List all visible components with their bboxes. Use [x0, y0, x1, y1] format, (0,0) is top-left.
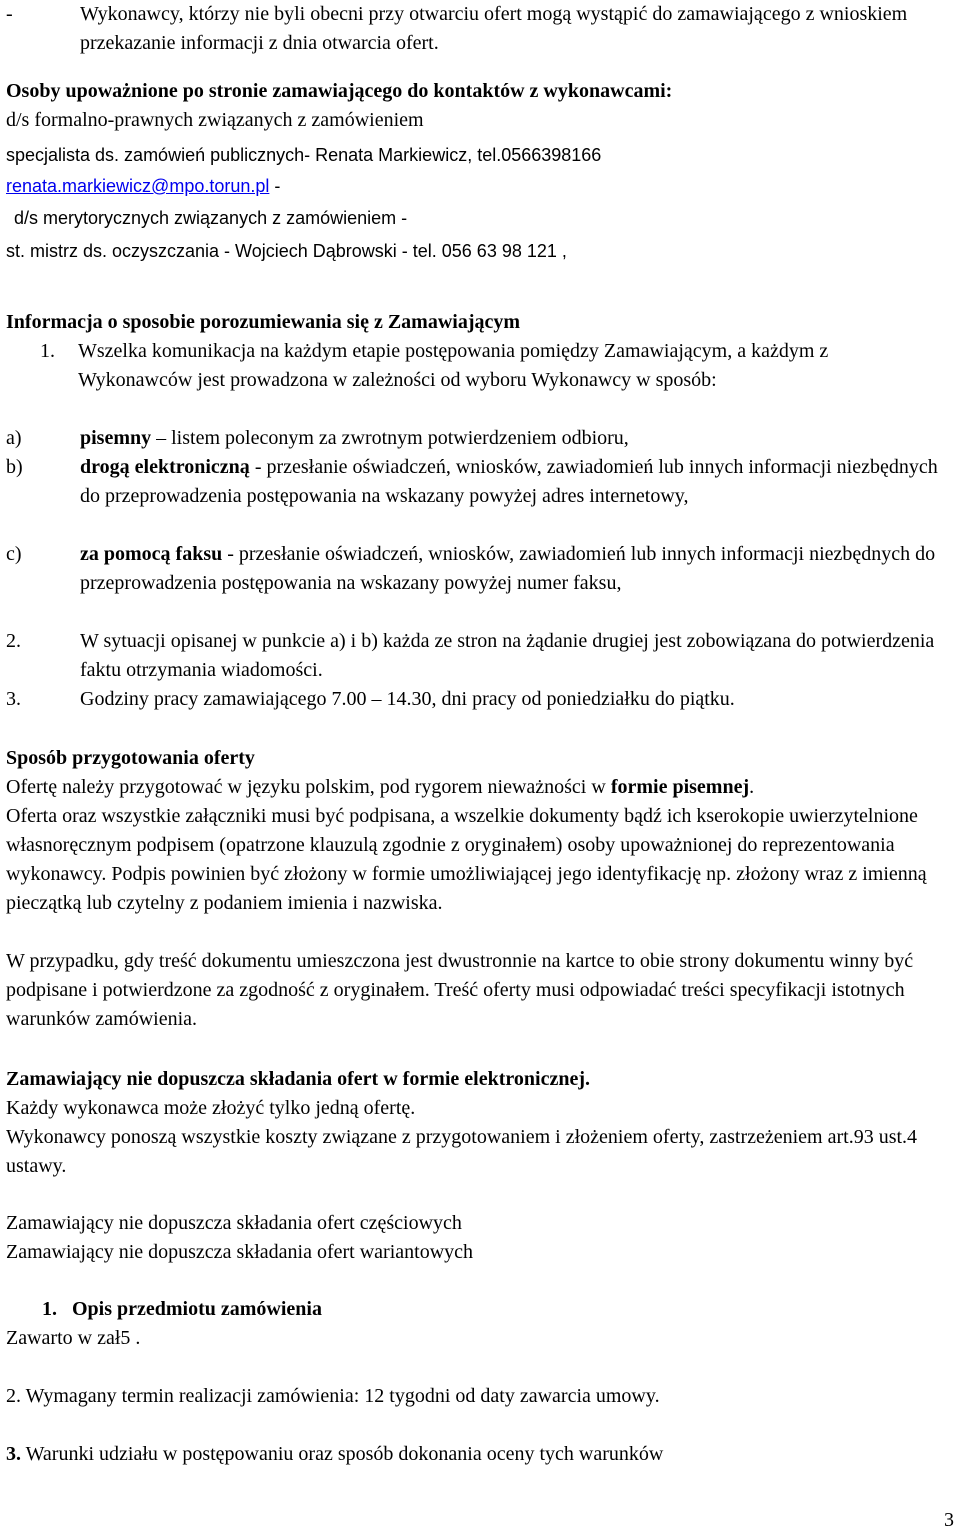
p1-end: .: [749, 776, 755, 798]
communication-sub-c: [6, 540, 946, 598]
contacts-email-line: [6, 172, 946, 201]
communication-sub-a: [6, 424, 946, 453]
sub-mark: a): [6, 427, 22, 449]
communication-item-3: [6, 685, 946, 714]
section-text: Warunki udziału w postępowaniu oraz sposób dokonania oceny tych warunków: [21, 1443, 664, 1465]
preparation-paragraph-3: W przypadku, gdy treść dokumentu umieszczona jest dwustronnie na kartce to obie strony dokumentu winny być podpisane i potwierdzone za zgodność z oryginałem. Treść oferty musi odpowiadać treści specyfikacji istotnych warunków zamówienia.: [6, 950, 914, 1030]
partial-offers-line: Zamawiający nie dopuszcza składania ofert częściowych: [6, 1212, 462, 1234]
section-title: Opis przedmiotu zamówienia: [72, 1298, 322, 1320]
sub-bold: pisemny: [80, 427, 152, 449]
contacts-merit-person: st. mistrz ds. oczyszczania - Wojciech Dąbrowski - tel. 056 63 98 121 ,: [6, 241, 567, 261]
sub-text: - przesłanie oświadczeń, wniosków, zawiadomień lub innych informacji niezbędnych do przeprowadzenia postępowania na wskazany powyżej adres internetowy,: [80, 456, 938, 507]
item-text: Godziny pracy zamawiającego 7.00 – 14.30, dni pracy od poniedziałku do piątku.: [80, 688, 735, 710]
section-number: 3.: [6, 1443, 21, 1465]
page-number: 3: [944, 1509, 954, 1531]
section-number: 1.: [42, 1298, 57, 1320]
sub-text: - przesłanie oświadczeń, wniosków, zawiadomień lub innych informacji niezbędnych do przeprowadzenia postępowania na wskazany powyżej numer faksu,: [80, 543, 936, 594]
intro-dash-text: Wykonawcy, którzy nie byli obecni przy otwarciu ofert mogą wystąpić do zamawiającego z wnioskiem przekazanie informacji z dnia otwarcia ofert.: [80, 3, 908, 54]
sub-mark: b): [6, 456, 23, 478]
sub-bold: za pomocą faksu: [80, 543, 223, 565]
item-number: 1.: [40, 340, 55, 362]
contacts-formal-person: specjalista ds. zamówień publicznych- Renata Markiewicz, tel.0566398166: [6, 145, 602, 165]
section-3-line: [6, 1440, 946, 1469]
preparation-heading: Sposób przygotowania oferty: [6, 747, 255, 769]
communication-sub-b: [6, 453, 946, 511]
p1-text: Ofertę należy przygotować w języku polskim, pod rygorem nieważności w: [6, 776, 611, 798]
electronic-paragraph-2: Wykonawcy ponoszą wszystkie koszty związane z przygotowaniem i złożeniem oferty, zastrzeżeniem art.93 ust.4 ustawy.: [6, 1126, 918, 1177]
communication-item-1: [40, 337, 946, 395]
item-text: W sytuacji opisanej w punkcie a) i b) każda ze stron na żądanie drugiej jest zobowiązana do potwierdzenia faktu otrzymania wiadomości.: [80, 630, 935, 681]
contacts-merit-label: d/s merytorycznych związanych z zamówieniem -: [14, 208, 408, 228]
preparation-paragraph-2: Oferta oraz wszystkie załączniki musi być podpisana, a wszelkie dokumenty bądź ich kserokopie uwierzytelnione własnoręcznym podpisem (opatrzone klauzulą zgodnie z oryginałem) osoby upoważnionej do reprezentowania wykonawcy. Podpis powinien być złożony w formie umożliwiającej jego identyfikację np. złożony wraz z imienną pieczątką lub czytelny z podaniem imienia i nazwiska.: [6, 805, 927, 914]
sub-text: – listem poleconym za zwrotnym potwierdzeniem odbioru,: [151, 427, 629, 449]
sub-mark: c): [6, 543, 22, 565]
section-1-heading: [42, 1295, 946, 1324]
item-number: 2.: [6, 630, 21, 652]
intro-dash-item: [6, 0, 946, 58]
communication-item-2: [6, 627, 946, 685]
electronic-heading: Zamawiający nie dopuszcza składania ofert w formie elektronicznej.: [6, 1068, 590, 1090]
email-link[interactable]: renata.markiewicz@mpo.torun.pl: [6, 176, 270, 196]
communication-heading: Informacja o sposobie porozumiewania się z Zamawiającym: [6, 311, 521, 333]
electronic-paragraph-1: Każdy wykonawca może złożyć tylko jedną ofertę.: [6, 1097, 416, 1119]
preparation-paragraph-1: [6, 773, 946, 802]
variant-offers-line: Zamawiający nie dopuszcza składania ofert wariantowych: [6, 1241, 474, 1263]
email-suffix: -: [269, 176, 281, 196]
section-1-body: Zawarto w zał5 .: [6, 1327, 141, 1349]
item-text: Wszelka komunikacja na każdym etapie postępowania pomiędzy Zamawiającym, a każdym z Wykonawców jest prowadzona w zależności od wyboru Wykonawcy w sposób:: [78, 340, 829, 391]
item-number: 3.: [6, 688, 21, 710]
contacts-heading: Osoby upoważnione po stronie zamawiającego do kontaktów z wykonawcami:: [6, 80, 673, 102]
contacts-formal-label: d/s formalno-prawnych związanych z zamówieniem: [6, 109, 424, 131]
section-2-line: 2. Wymagany termin realizacji zamówienia: 12 tygodni od daty zawarcia umowy.: [6, 1385, 660, 1407]
dash-marker: -: [6, 3, 13, 25]
communication-list: [42, 337, 946, 395]
p1-bold: formie pisemnej: [610, 776, 750, 798]
sub-bold: drogą elektroniczną: [80, 456, 250, 478]
